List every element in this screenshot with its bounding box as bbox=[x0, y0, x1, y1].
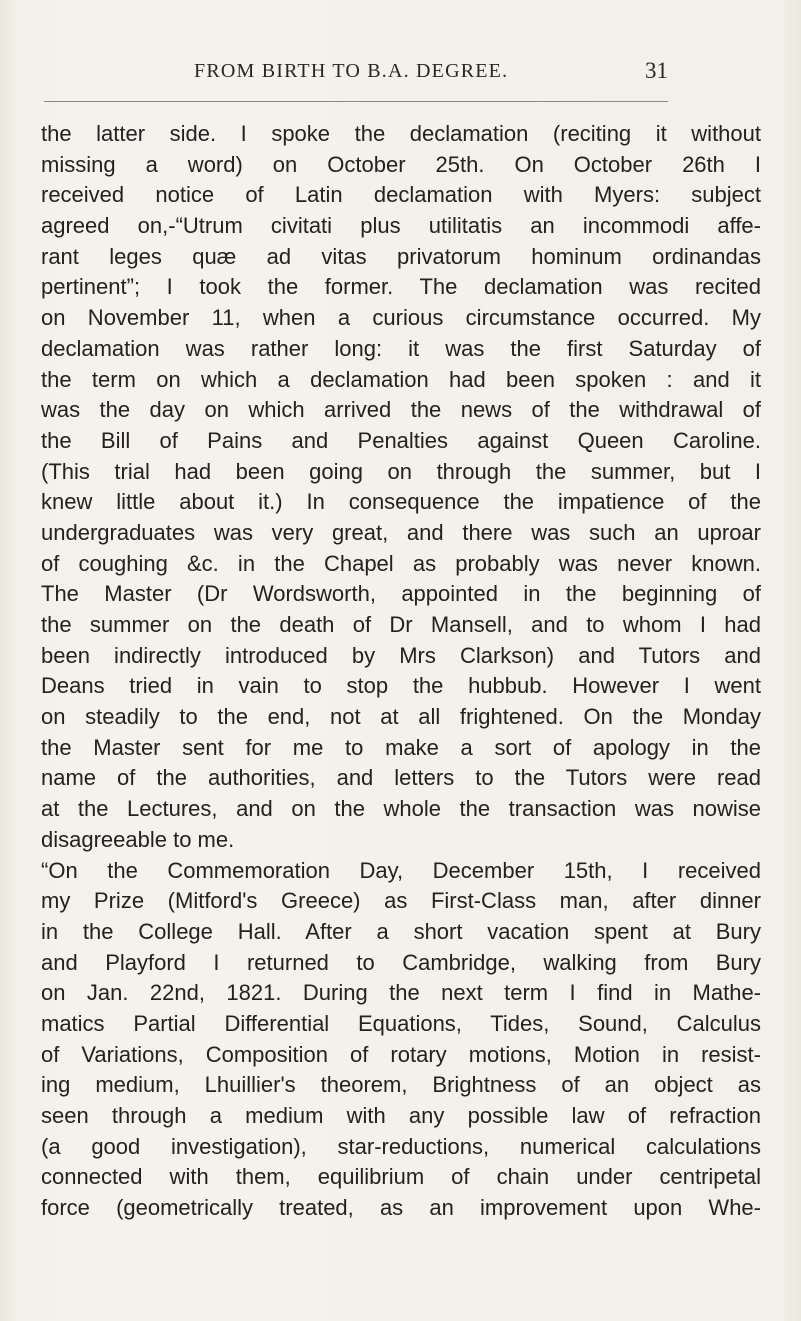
text-line: The Master (Dr Wordsworth, appointed in the beginning of bbox=[41, 581, 761, 607]
text-line: Deans tried in vain to stop the hubbub. However I went bbox=[41, 673, 761, 699]
text-line: name of the authorities, and letters to the Tutors were read bbox=[41, 765, 761, 791]
text-line: pertinent”; I took the former. The declamation was recited bbox=[41, 274, 761, 300]
text-line: matics Partial Differential Equations, Tides, Sound, Calculus bbox=[41, 1010, 761, 1036]
text-line: been indirectly introduced by Mrs Clarkson) and Tutors and bbox=[41, 642, 761, 668]
body-text bbox=[41, 119, 761, 1224]
text-line: on November 11, when a curious circumstance occurred. My bbox=[41, 305, 761, 331]
text-line: in the College Hall. After a short vacation spent at Bury bbox=[41, 918, 761, 944]
text-line: connected with them, equilibrium of chain under centripetal bbox=[41, 1164, 761, 1190]
text-line: agreed on,-“Utrum civitati plus utilitatis an incommodi affe- bbox=[41, 213, 761, 239]
text-line: received notice of Latin declamation with Myers: subject bbox=[41, 182, 761, 208]
text-line: of coughing &c. in the Chapel as probably was never known. bbox=[41, 550, 761, 576]
text-line: missing a word) on October 25th. On October 26th I bbox=[41, 151, 761, 177]
text-line: at the Lectures, and on the whole the transaction was nowise bbox=[41, 796, 761, 822]
text-line: the Master sent for me to make a sort of apology in the bbox=[41, 734, 761, 760]
text-line: undergraduates was very great, and there was such an uproar bbox=[41, 519, 761, 545]
text-line: of Variations, Composition of rotary motions, Motion in resist- bbox=[41, 1041, 761, 1067]
text-line: the latter side. I spoke the declamation (reciting it without bbox=[41, 121, 761, 146]
page-number: 31 bbox=[645, 58, 668, 83]
text-line: disagreeable to me. bbox=[41, 826, 235, 852]
text-line: ing medium, Lhuillier's theorem, Brightness of an object as bbox=[41, 1072, 761, 1098]
header-rule bbox=[44, 101, 668, 102]
running-head bbox=[0, 60, 801, 92]
running-head-title: FROM BIRTH TO B.A. DEGREE. bbox=[194, 60, 509, 82]
text-line: was the day on which arrived the news of the withdrawal of bbox=[41, 397, 761, 423]
text-line: the summer on the death of Dr Mansell, and to whom I had bbox=[41, 612, 761, 637]
text-line: (This trial had been going on through the summer, but I bbox=[41, 458, 761, 484]
text-line: on Jan. 22nd, 1821. During the next term I find in Mathe- bbox=[41, 980, 761, 1006]
text-line: the Bill of Pains and Penalties against Queen Caroline. bbox=[41, 427, 761, 453]
text-line: declamation was rather long: it was the first Saturday of bbox=[41, 335, 761, 361]
text-line: seen through a medium with any possible law of refraction bbox=[41, 1103, 761, 1128]
text-line: and Playford I returned to Cambridge, walking from Bury bbox=[41, 949, 761, 975]
text-line: knew little about it.) In consequence the impatience of the bbox=[41, 489, 761, 515]
text-line: my Prize (Mitford's Greece) as First-Class man, after dinner bbox=[41, 888, 761, 914]
text-line: force (geometrically treated, as an improvement upon Whe- bbox=[41, 1195, 761, 1221]
text-line: (a good investigation), star-reductions, numerical calculations bbox=[41, 1133, 761, 1159]
text-line: “On the Commemoration Day, December 15th, I received bbox=[41, 857, 761, 883]
text-line: on steadily to the end, not at all frightened. On the Monday bbox=[41, 704, 761, 730]
text-line: rant leges quæ ad vitas privatorum hominum ordinandas bbox=[41, 243, 761, 269]
text-line: the term on which a declamation had been spoken : and it bbox=[41, 366, 761, 392]
